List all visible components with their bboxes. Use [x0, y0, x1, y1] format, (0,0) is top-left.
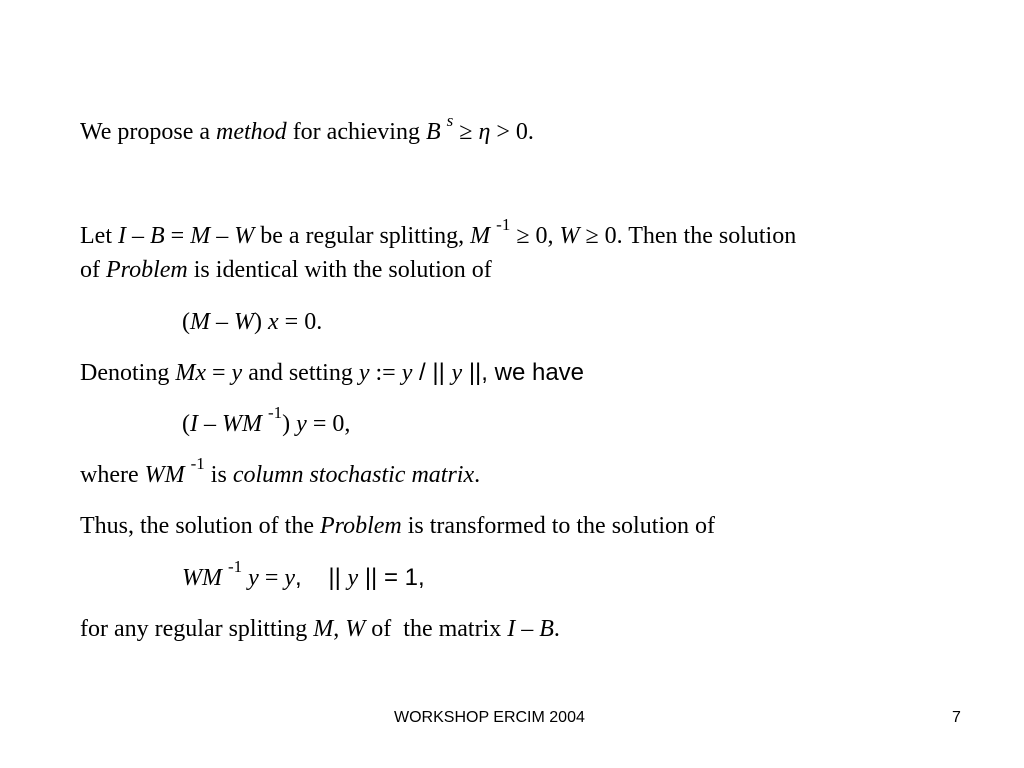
text: Thus, the solution of the: [80, 513, 320, 539]
emphasis: Problem: [319, 513, 402, 539]
text: =: [164, 223, 191, 249]
math-superscript: -1: [227, 557, 243, 576]
math-symbol: y: [401, 360, 413, 386]
math-symbol: y: [358, 360, 370, 386]
math-symbol: I: [117, 223, 126, 249]
page-number: 7: [952, 709, 961, 726]
text: of: [80, 257, 106, 283]
math-symbol: y: [231, 360, 243, 386]
text: –: [125, 223, 150, 249]
text: –: [198, 411, 222, 437]
text: ): [282, 411, 297, 437]
text: .: [553, 616, 560, 642]
math-symbol: M: [313, 616, 334, 642]
emphasis: Problem: [106, 257, 188, 283]
emphasis: column stochastic matrix: [232, 462, 475, 488]
text: for any regular splitting: [80, 616, 314, 642]
text: is: [204, 462, 233, 488]
equation-mw: [182, 308, 322, 336]
text: > 0.: [490, 119, 534, 145]
text: of the matrix: [365, 616, 508, 642]
math-symbol: η: [478, 119, 491, 145]
math-symbol: M: [470, 223, 491, 249]
text: and setting: [242, 360, 359, 386]
math-symbol: y: [451, 360, 463, 386]
math-superscript: -1: [267, 403, 283, 422]
text: where: [80, 462, 145, 488]
math-symbol: y: [296, 411, 307, 437]
text-line-where: [80, 454, 481, 489]
text: –: [210, 223, 235, 249]
math-symbol: y: [347, 565, 359, 591]
math-symbol: B: [539, 616, 554, 642]
text-line-for-any: [80, 615, 560, 643]
text: –: [210, 309, 234, 335]
text: Denoting: [80, 360, 176, 386]
text: ≥: [453, 119, 479, 145]
equation-iwm: [182, 403, 351, 438]
text: is transformed to the solution of: [401, 513, 716, 539]
math-symbol: y: [248, 565, 259, 591]
text: We propose a: [80, 119, 217, 145]
math-symbol: W: [234, 223, 255, 249]
text: ≥ 0. Then the solution: [579, 223, 797, 249]
math-symbol: WM: [182, 565, 222, 591]
math-symbol: x: [268, 309, 279, 335]
math-symbol: B: [425, 119, 441, 145]
math-superscript: -1: [496, 215, 511, 234]
math-symbol: I: [507, 616, 516, 642]
text: for achieving: [286, 119, 426, 145]
math-symbol: Mx: [175, 360, 206, 386]
text: Let: [80, 223, 118, 249]
text: ≥ 0,: [510, 223, 560, 249]
text: (: [182, 411, 190, 437]
text: , ||: [295, 564, 348, 591]
text: ): [254, 309, 268, 335]
text: (: [182, 309, 190, 335]
text: =: [258, 565, 285, 591]
text: || = 1,: [358, 564, 425, 591]
text: / ||: [412, 359, 452, 386]
math-symbol: W: [559, 223, 580, 249]
text-line-proposal: [80, 111, 534, 146]
text: = 0,: [306, 411, 351, 437]
math-symbol: W: [345, 616, 366, 642]
text: is identical with the solution of: [187, 257, 492, 283]
math-symbol: I: [190, 411, 198, 437]
text-line-problem: [80, 256, 492, 284]
text: = 0.: [278, 309, 323, 335]
math-superscript: -1: [190, 454, 205, 473]
text-line-thus: [80, 512, 715, 540]
footer-title: WORKSHOP ERCIM 2004: [394, 709, 585, 726]
math-superscript: s: [446, 111, 454, 130]
text: –: [515, 616, 540, 642]
text-line-denoting: [80, 359, 584, 387]
text: be a regular splitting,: [254, 223, 471, 249]
math-symbol: y: [284, 565, 296, 591]
equation-wm-y: [182, 557, 425, 592]
text-line-splitting: [80, 215, 797, 250]
text: :=: [369, 360, 402, 386]
emphasis: method: [216, 119, 287, 145]
math-symbol: WM: [222, 411, 262, 437]
math-symbol: M: [190, 309, 210, 335]
math-symbol: M: [190, 223, 211, 249]
text: ||, we have: [462, 359, 585, 386]
text: ,: [333, 616, 346, 642]
math-symbol: W: [234, 309, 254, 335]
text: =: [205, 360, 232, 386]
text: .: [474, 462, 481, 488]
math-symbol: B: [149, 223, 165, 249]
math-symbol: WM: [144, 462, 185, 488]
